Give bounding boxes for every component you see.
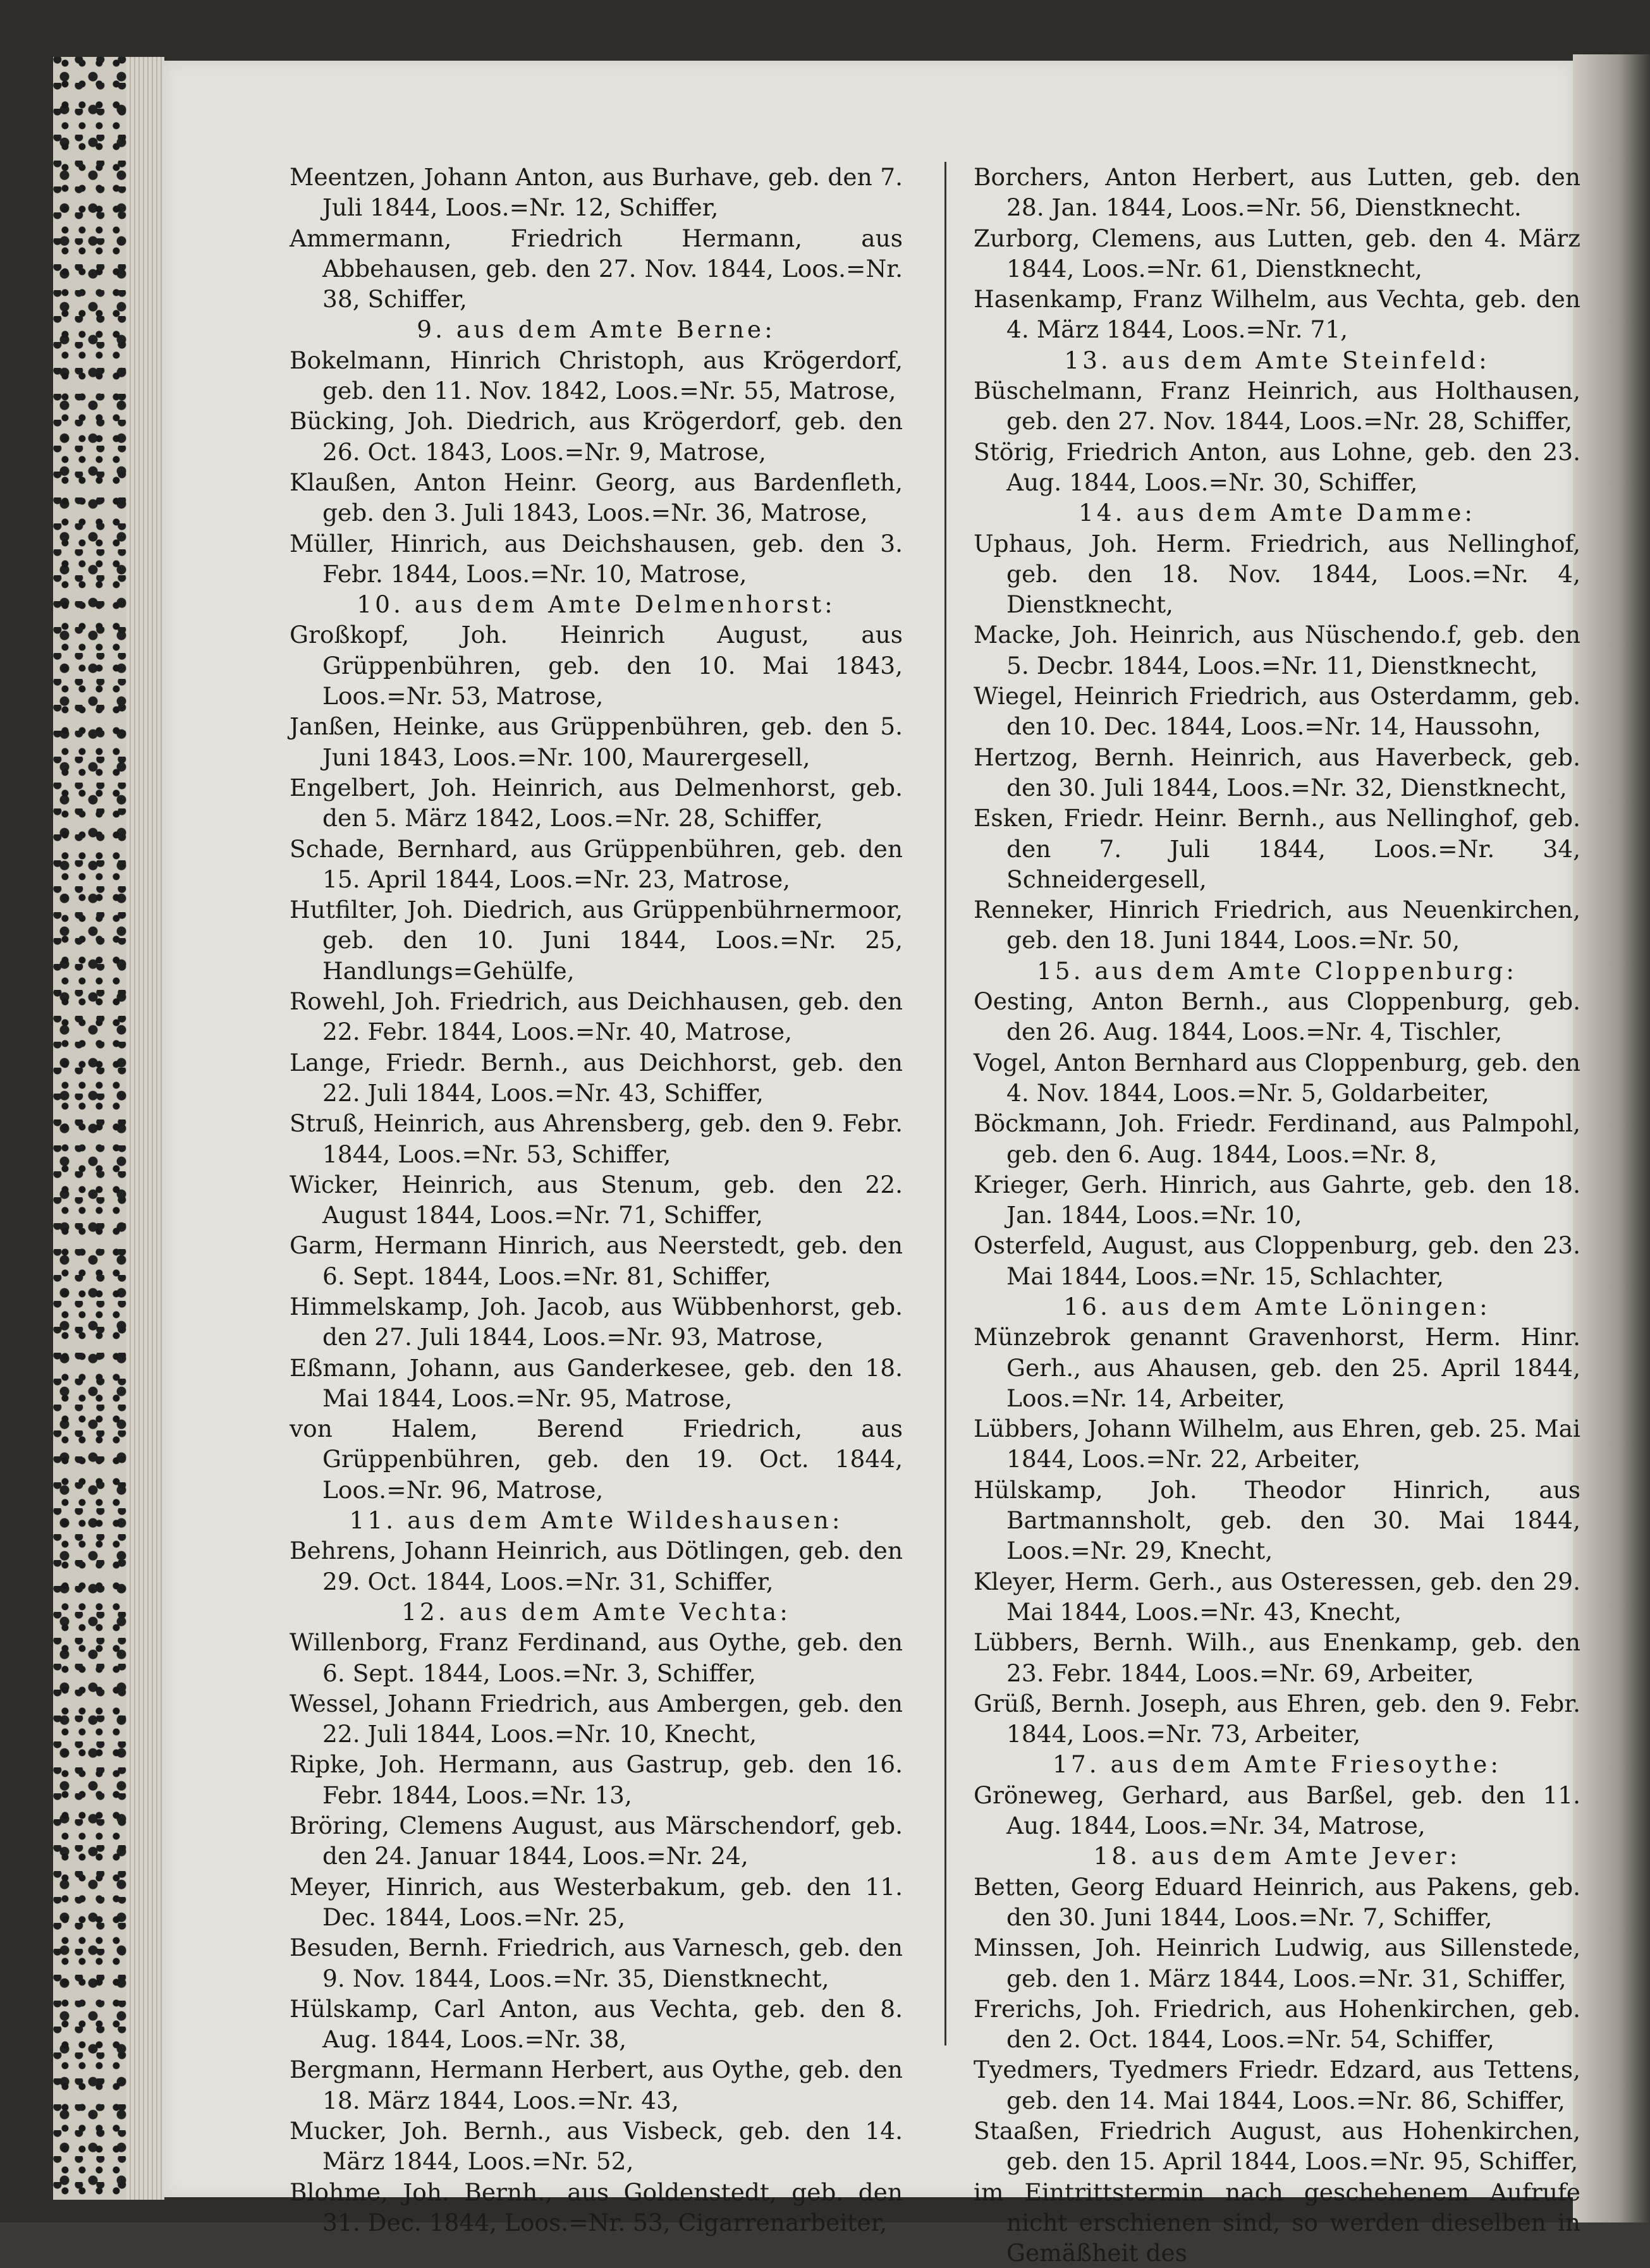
list-entry: Mucker, Joh. Bernh., aus Visbeck, geb. den 14. März 1844, Loos.=Nr. 52,: [290, 2117, 903, 2176]
list-entry: Großkopf, Joh. Heinrich August, aus Grüppenbühren, geb. den 10. Mai 1843, Loos.=Nr. 53, Matrose,: [290, 621, 903, 710]
list-entry: Frerichs, Joh. Friedrich, aus Hohenkirchen, geb. den 2. Oct. 1844, Loos.=Nr. 54, Schiffer,: [974, 1994, 1580, 2054]
list-entry: Hutfilter, Joh. Diedrich, aus Grüppenbührnermoor, geb. den 10. Juni 1844, Loos.=Nr. 25, Handlungs=Gehülfe,: [290, 896, 903, 985]
section-heading: 12. aus dem Amte Vechta:: [401, 1597, 791, 1626]
list-entry: Böckmann, Joh. Friedr. Ferdinand, aus Palmpohl, geb. den 6. Aug. 1844, Loos.=Nr. 8,: [974, 1109, 1580, 1168]
list-entry: Vogel, Anton Bernhard aus Cloppenburg, geb. den 4. Nov. 1844, Loos.=Nr. 5, Goldarbeiter,: [974, 1048, 1580, 1107]
list-entry: Wessel, Johann Friedrich, aus Ambergen, geb. den 22. Juli 1844, Loos.=Nr. 10, Knecht,: [290, 1689, 903, 1748]
list-entry: Besuden, Bernh. Friedrich, aus Varnesch, geb. den 9. Nov. 1844, Loos.=Nr. 35, Dienstknecht,: [290, 1934, 903, 1992]
list-entry: Störig, Friedrich Anton, aus Lohne, geb. den 23. Aug. 1844, Loos.=Nr. 30, Schiffer,: [974, 437, 1580, 496]
closing-text: im Eintrittstermin nach geschehenem Aufrufe nicht erschienen sind, so werden dieselben in Gemäßheit des: [974, 2178, 1580, 2267]
left-column: [290, 162, 903, 2238]
list-entry: Lange, Friedr. Bernh., aus Deichhorst, geb. den 22. Juli 1844, Loos.=Nr. 43, Schiffer,: [290, 1048, 903, 1107]
list-entry: Lübbers, Bernh. Wilh., aus Enenkamp, geb. den 23. Febr. 1844, Loos.=Nr. 69, Arbeiter,: [974, 1628, 1580, 1687]
right-column: [974, 162, 1580, 2268]
section-heading: 13. aus dem Amte Steinfeld:: [1064, 346, 1490, 374]
list-entry: Bücking, Joh. Diedrich, aus Krögerdorf, geb. den 26. Oct. 1843, Loos.=Nr. 9, Matrose,: [290, 407, 903, 466]
list-entry: Kleyer, Herm. Gerh., aus Osteressen, geb. den 29. Mai 1844, Loos.=Nr. 43, Knecht,: [974, 1567, 1580, 1626]
list-entry: Müller, Hinrich, aus Deichshausen, geb. den 3. Febr. 1844, Loos.=Nr. 10, Matrose,: [290, 529, 903, 588]
list-entry: Hertzog, Bernh. Heinrich, aus Haverbeck, geb. den 30. Juli 1844, Loos.=Nr. 32, Dienstknecht,: [974, 743, 1580, 802]
list-entry: Himmelskamp, Joh. Jacob, aus Wübbenhorst, geb. den 27. Juli 1844, Loos.=Nr. 93, Matrose,: [290, 1292, 903, 1351]
page-stack-edges: [126, 57, 164, 2200]
section-heading: 17. aus dem Amte Friesoythe:: [1053, 1750, 1501, 1779]
list-entry: Macke, Joh. Heinrich, aus Nüschendo.f, geb. den 5. Decbr. 1844, Loos.=Nr. 11, Dienstknecht,: [974, 621, 1580, 680]
list-entry: Lübbers, Johann Wilhelm, aus Ehren, geb. 25. Mai 1844, Loos.=Nr. 22, Arbeiter,: [974, 1415, 1580, 1473]
list-entry: Garm, Hermann Hinrich, aus Neerstedt, geb. den 6. Sept. 1844, Loos.=Nr. 81, Schiffer,: [290, 1231, 903, 1290]
list-entry: Bergmann, Hermann Herbert, aus Oythe, geb. den 18. März 1844, Loos.=Nr. 43,: [290, 2056, 903, 2114]
list-entry: Willenborg, Franz Ferdinand, aus Oythe, geb. den 6. Sept. 1844, Loos.=Nr. 3, Schiffer,: [290, 1628, 903, 1687]
right-page-edge: [1573, 54, 1650, 2222]
list-entry: Behrens, Johann Heinrich, aus Dötlingen, geb. den 29. Oct. 1844, Loos.=Nr. 31, Schiffer,: [290, 1537, 903, 1595]
list-entry: Borchers, Anton Herbert, aus Lutten, geb. den 28. Jan. 1844, Loos.=Nr. 56, Dienstknecht.: [974, 163, 1580, 222]
list-entry: Struß, Heinrich, aus Ahrensberg, geb. den 9. Febr. 1844, Loos.=Nr. 53, Schiffer,: [290, 1109, 903, 1168]
list-entry: Bokelmann, Hinrich Christoph, aus Krögerdorf, geb. den 11. Nov. 1842, Loos.=Nr. 55, Matrose,: [290, 346, 903, 405]
list-entry: Schade, Bernhard, aus Grüppenbühren, geb. den 15. April 1844, Loos.=Nr. 23, Matrose,: [290, 834, 903, 893]
list-entry: Oesting, Anton Bernh., aus Cloppenburg, geb. den 26. Aug. 1844, Loos.=Nr. 4, Tischler,: [974, 987, 1580, 1046]
list-entry: Janßen, Heinke, aus Grüppenbühren, geb. den 5. Juni 1843, Loos.=Nr. 100, Maurergesell,: [290, 712, 903, 771]
list-entry: Tyedmers, Tyedmers Friedr. Edzard, aus Tettens, geb. den 14. Mai 1844, Loos.=Nr. 86, Schiffer,: [974, 2056, 1580, 2114]
section-heading: 14. aus dem Amte Damme:: [1078, 499, 1476, 527]
section-heading: 11. aus dem Amte Wildeshausen:: [349, 1506, 843, 1535]
list-entry: Wiegel, Heinrich Friedrich, aus Osterdamm, geb. den 10. Dec. 1844, Loos.=Nr. 14, Haussohn,: [974, 682, 1580, 741]
list-entry: Hülskamp, Joh. Theodor Hinrich, aus Bartmannsholt, geb. den 30. Mai 1844, Loos.=Nr. 29, Knecht,: [974, 1475, 1580, 1565]
list-entry: Engelbert, Joh. Heinrich, aus Delmenhorst, geb. den 5. März 1842, Loos.=Nr. 28, Schiffer,: [290, 773, 903, 832]
list-entry: Ammermann, Friedrich Hermann, aus Abbehausen, geb. den 27. Nov. 1844, Loos.=Nr. 38, Schiffer,: [290, 224, 903, 314]
list-entry: Staaßen, Friedrich August, aus Hohenkirchen, geb. den 15. April 1844, Loos.=Nr. 95, Schiffer,: [974, 2117, 1580, 2176]
section-heading: 9. aus dem Amte Berne:: [417, 315, 776, 344]
list-entry: Wicker, Heinrich, aus Stenum, geb. den 22. August 1844, Loos.=Nr. 71, Schiffer,: [290, 1170, 903, 1229]
section-heading: 10. aus dem Amte Delmenhorst:: [357, 590, 836, 619]
list-entry: Uphaus, Joh. Herm. Friedrich, aus Nellinghof, geb. den 18. Nov. 1844, Loos.=Nr. 4, Dienstknecht,: [974, 529, 1580, 619]
marbled-book-edge: [53, 57, 129, 2200]
list-entry: Hülskamp, Carl Anton, aus Vechta, geb. den 8. Aug. 1844, Loos.=Nr. 38,: [290, 1994, 903, 2054]
list-entry: Eßmann, Johann, aus Ganderkesee, geb. den 18. Mai 1844, Loos.=Nr. 95, Matrose,: [290, 1353, 903, 1412]
section-heading: 18. aus dem Amte Jever:: [1093, 1842, 1461, 1870]
list-entry: Blohme, Joh. Bernh., aus Goldenstedt, geb. den 31. Dec. 1844, Loos.=Nr. 53, Cigarrenarbeiter,: [290, 2178, 903, 2236]
list-entry: Krieger, Gerh. Hinrich, aus Gahrte, geb. den 18. Jan. 1844, Loos.=Nr. 10,: [974, 1170, 1580, 1229]
list-entry: Bröring, Clemens August, aus Märschendorf, geb. den 24. Januar 1844, Loos.=Nr. 24,: [290, 1812, 903, 1870]
list-entry: Zurborg, Clemens, aus Lutten, geb. den 4. März 1844, Loos.=Nr. 61, Dienstknecht,: [974, 224, 1580, 283]
list-entry: Meentzen, Johann Anton, aus Burhave, geb. den 7. Juli 1844, Loos.=Nr. 12, Schiffer,: [290, 163, 903, 222]
list-entry: Münzebrok genannt Gravenhorst, Herm. Hinr. Gerh., aus Ahausen, geb. den 25. April 1844, Loos.=Nr. 14, Arbeiter,: [974, 1323, 1580, 1412]
list-entry: Büschelmann, Franz Heinrich, aus Holthausen, geb. den 27. Nov. 1844, Loos.=Nr. 28, Schiffer,: [974, 377, 1580, 436]
list-entry: Gröneweg, Gerhard, aus Barßel, geb. den 11. Aug. 1844, Loos.=Nr. 34, Matrose,: [974, 1781, 1580, 1840]
list-entry: Meyer, Hinrich, aus Westerbakum, geb. den 11. Dec. 1844, Loos.=Nr. 25,: [290, 1872, 903, 1931]
column-divider: [944, 162, 946, 2045]
list-entry: Klaußen, Anton Heinr. Georg, aus Bardenfleth, geb. den 3. Juli 1843, Loos.=Nr. 36, Matrose,: [290, 468, 903, 527]
list-entry: Renneker, Hinrich Friedrich, aus Neuenkirchen, geb. den 18. Juni 1844, Loos.=Nr. 50,: [974, 896, 1580, 954]
list-entry: von Halem, Berend Friedrich, aus Grüppenbühren, geb. den 19. Oct. 1844, Loos.=Nr. 96, Matrose,: [290, 1415, 903, 1504]
list-entry: Minssen, Joh. Heinrich Ludwig, aus Sillenstede, geb. den 1. März 1844, Loos.=Nr. 31, Schiffer,: [974, 1934, 1580, 1992]
section-heading: 15. aus dem Amte Cloppenburg:: [1036, 956, 1518, 985]
list-entry: Osterfeld, August, aus Cloppenburg, geb. den 23. Mai 1844, Loos.=Nr. 15, Schlachter,: [974, 1231, 1580, 1290]
section-heading: 16. aus dem Amte Löningen:: [1063, 1292, 1491, 1320]
list-entry: Esken, Friedr. Heinr. Bernh., aus Nellinghof, geb. den 7. Juli 1844, Loos.=Nr. 34, Schneidergesell,: [974, 804, 1580, 893]
list-entry: Rowehl, Joh. Friedrich, aus Deichhausen, geb. den 22. Febr. 1844, Loos.=Nr. 40, Matrose,: [290, 987, 903, 1046]
list-entry: Betten, Georg Eduard Heinrich, aus Pakens, geb. den 30. Juni 1844, Loos.=Nr. 7, Schiffer,: [974, 1872, 1580, 1931]
list-entry: Ripke, Joh. Hermann, aus Gastrup, geb. den 16. Febr. 1844, Loos.=Nr. 13,: [290, 1750, 903, 1809]
list-entry: Hasenkamp, Franz Wilhelm, aus Vechta, geb. den 4. März 1844, Loos.=Nr. 71,: [974, 285, 1580, 344]
list-entry: Grüß, Bernh. Joseph, aus Ehren, geb. den 9. Febr. 1844, Loos.=Nr. 73, Arbeiter,: [974, 1689, 1580, 1748]
